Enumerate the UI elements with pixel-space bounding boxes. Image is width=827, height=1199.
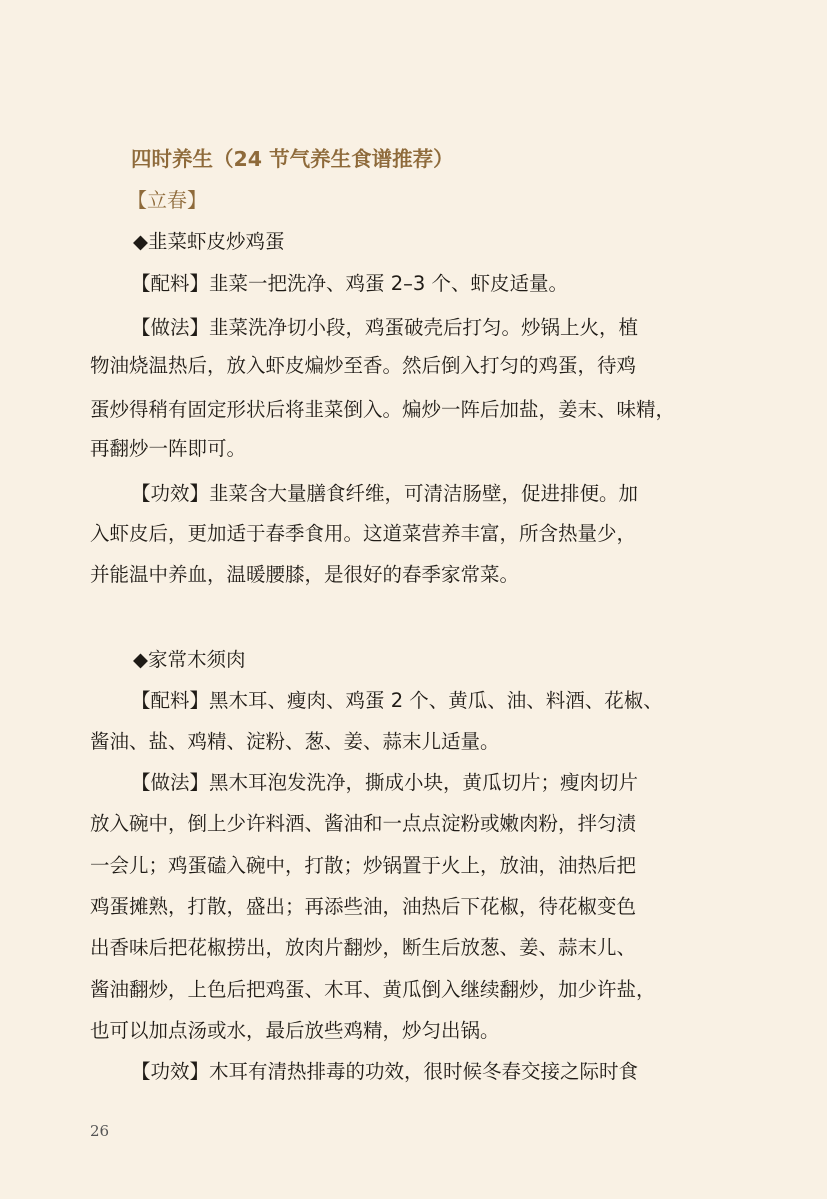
recipe-effect: 【功效】韭菜含大量膳食纤维，可清洁肠壁，促进排便。加 [131,482,639,505]
recipe-name: ◆韭菜虾皮炒鸡蛋 [133,230,285,253]
recipe-name: ◆家常木须肉 [133,648,246,671]
section-title: 四时养生（24 节气养生食谱推荐） [131,147,454,171]
recipe-method: 鸡蛋摊熟，打散，盛出；再添些油，油热后下花椒，待花椒变色 [90,895,637,918]
recipe-ingredients: 【配料】韭菜一把洗净、鸡蛋 2–3 个、虾皮适量。 [131,272,568,295]
recipe-method: 一会儿；鸡蛋磕入碗中，打散；炒锅置于火上，放油，油热后把 [90,854,637,877]
recipe-method: 放入碗中，倒上少许料酒、酱油和一点点淀粉或嫩肉粉，拌匀渍 [90,812,637,835]
recipe-ingredients: 酱油、盐、鸡精、淀粉、葱、姜、蒜末儿适量。 [90,730,500,753]
recipe-method: 物油烧温热后，放入虾皮煸炒至香。然后倒入打匀的鸡蛋，待鸡 [90,354,637,377]
recipe-method: 【做法】黑木耳泡发洗净，撕成小块，黄瓜切片；瘦肉切片 [131,771,639,794]
recipe-method: 再翻炒一阵即可。 [90,437,247,460]
recipe-method: 蛋炒得稍有固定形状后将韭菜倒入。煸炒一阵后加盐，姜末、味精， [90,398,676,421]
recipe-method: 【做法】韭菜洗净切小段，鸡蛋破壳后打匀。炒锅上火，植 [131,316,639,339]
recipe-effect: 【功效】木耳有清热排毒的功效，很时候冬春交接之际时食 [131,1060,639,1083]
recipe-effect: 并能温中养血，温暖腰膝，是很好的春季家常菜。 [90,563,520,586]
recipe-method: 也可以加点汤或水，最后放些鸡精，炒匀出锅。 [90,1019,500,1042]
page-number: 26 [90,1122,110,1140]
recipe-method: 出香味后把花椒捞出，放肉片翻炒，断生后放葱、姜、蒜末儿、 [90,936,637,959]
recipe-ingredients: 【配料】黑木耳、瘦肉、鸡蛋 2 个、黄瓜、油、料酒、花椒、 [131,689,663,712]
recipe-method: 酱油翻炒，上色后把鸡蛋、木耳、黄瓜倒入继续翻炒，加少许盐， [90,978,656,1001]
recipe-effect: 入虾皮后，更加适于春季食用。这道菜营养丰富，所含热量少， [90,522,637,545]
season-label: 【立春】 [127,188,207,212]
